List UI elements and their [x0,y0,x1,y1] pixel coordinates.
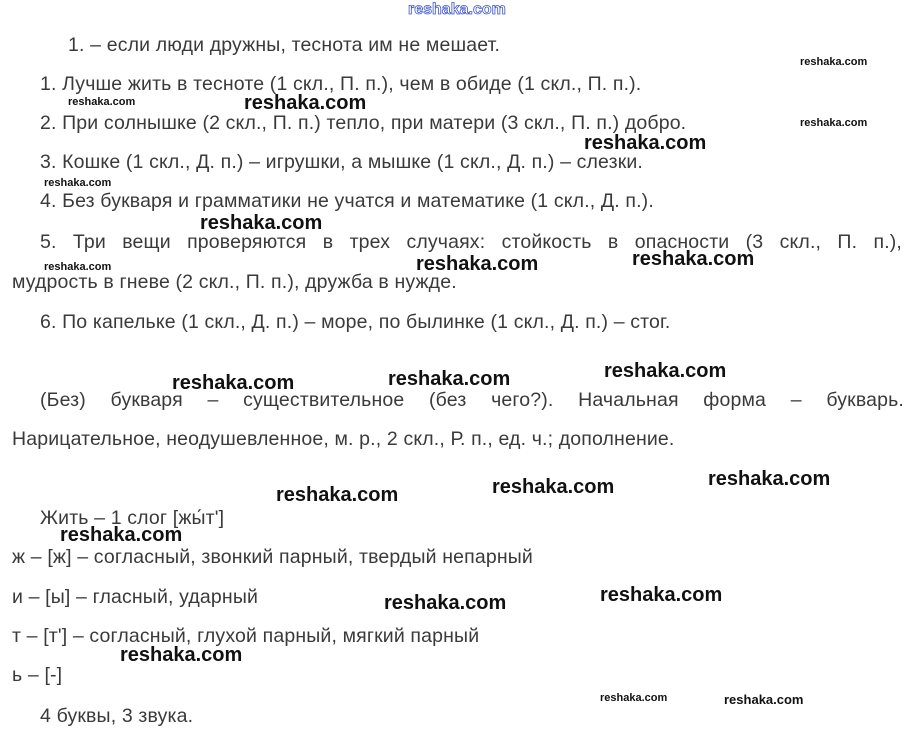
watermark: reshaka.com [276,484,399,506]
watermark: reshaka.com [388,368,511,390]
watermark: reshaka.com [120,644,243,666]
watermark: reshaka.com [68,96,136,108]
watermark: reshaka.com [600,584,723,606]
header-watermark: reshaka.com [408,1,506,18]
proverb-3: 3. Кошке (1 скл., Д. п.) – игрушки, а мышке (1 скл., Д. п.) – слезки. [40,151,644,173]
watermark: reshaka.com [604,360,727,382]
intro-line: 1. – если люди дружны, теснота им не мешает. [68,34,501,56]
watermark: reshaka.com [172,372,295,394]
watermark: reshaka.com [724,692,804,707]
watermark: reshaka.com [800,117,868,129]
phonetic-soft-sign: ь – [-] [12,664,63,686]
watermark: reshaka.com [632,248,755,270]
watermark: reshaka.com [384,592,507,614]
watermark: reshaka.com [600,692,668,704]
watermark: reshaka.com [708,468,831,490]
watermark: reshaka.com [800,56,868,68]
proverb-4: 4. Без букваря и грамматики не учатся и математике (1 скл., Д. п.). [40,190,654,212]
proverb-2: 2. При солнышке (2 скл., П. п.) тепло, при матери (3 скл., П. п.) добро. [40,112,687,134]
watermark: reshaka.com [584,132,707,154]
watermark: reshaka.com [44,177,112,189]
analysis-line-1: (Без) букваря – существительное (без чего?). Начальная форма – букварь. [40,389,904,411]
phonetic-t: т – [т'] – согласный, глухой парный, мягкий парный [12,625,480,647]
phonetic-i: и – [ы] – гласный, ударный [12,586,259,608]
watermark: reshaka.com [492,476,615,498]
phonetic-title: Жить – 1 слог [жы́т'] [40,507,225,529]
proverb-1: 1. Лучше жить в тесноте (1 скл., П. п.), чем в обиде (1 скл., П. п.). [40,73,642,95]
watermark: reshaka.com [416,253,539,275]
proverb-5-line-2: мудрость в гневе (2 скл., П. п.), дружба в нужде. [12,271,457,293]
watermark: reshaka.com [60,524,183,546]
watermark: reshaka.com [244,92,367,114]
phonetic-total: 4 буквы, 3 звука. [40,705,194,727]
proverb-6: 6. По капельке (1 скл., Д. п.) – море, по былинке (1 скл., Д. п.) – стог. [40,311,671,333]
analysis-line-2: Нарицательное, неодушевленное, м. р., 2 скл., Р. п., ед. ч.; дополнение. [12,428,675,450]
watermark: reshaka.com [200,212,323,234]
phonetic-zh: ж – [ж] – согласный, звонкий парный, твердый непарный [12,546,533,568]
proverb-5-line-1: 5. Три вещи проверяются в трех случаях: стойкость в опасности (3 скл., П. п.), [40,231,902,253]
watermark: reshaka.com [44,261,112,273]
